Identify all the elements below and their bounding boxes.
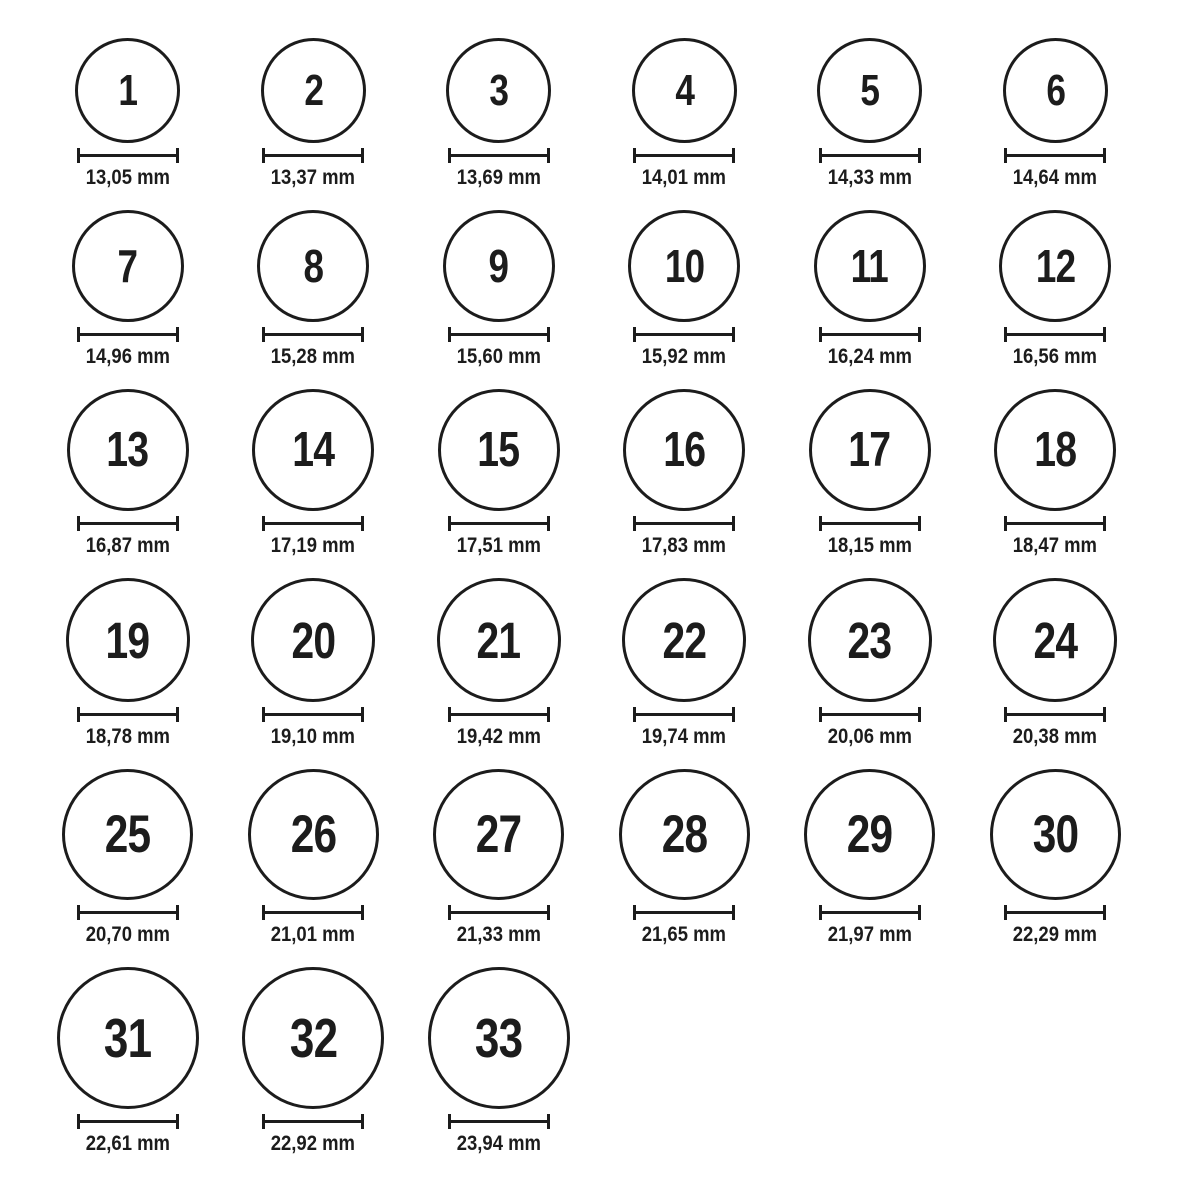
- diameter-measure-line: [633, 148, 735, 163]
- diameter-measure-line: [448, 516, 550, 531]
- diameter-label: 15,60 mm: [456, 345, 541, 368]
- ring-size-circle: [257, 210, 369, 322]
- measure-bar: [80, 713, 176, 716]
- diameter-measure-line: [77, 905, 179, 920]
- ring-size-number: 10: [664, 240, 704, 292]
- diameter-measure-line: [262, 1114, 364, 1129]
- diameter-measure-line: [819, 148, 921, 163]
- diameter-label: 15,92 mm: [642, 345, 727, 368]
- diameter-measure-line: [448, 148, 550, 163]
- ring-size-circle: [623, 389, 745, 511]
- ring-size-circle: [1003, 38, 1108, 143]
- diameter-measure-line: [819, 905, 921, 920]
- diameter-measure-line: [819, 707, 921, 722]
- diameter-measure-line: [1004, 707, 1106, 722]
- ring-size-number: 30: [1032, 805, 1079, 864]
- ring-size-number: 26: [290, 805, 337, 864]
- measure-right-tick: [547, 707, 550, 722]
- ring-size-circle: [57, 967, 199, 1109]
- size-cell: [963, 210, 1149, 369]
- measure-bar: [636, 522, 732, 525]
- diameter-label: 18,78 mm: [85, 725, 170, 748]
- measure-right-tick: [1103, 327, 1106, 342]
- ring-size-number: 22: [662, 611, 707, 669]
- ring-size-number: 18: [1034, 422, 1077, 477]
- ring-size-number: 9: [488, 240, 509, 292]
- measure-right-tick: [176, 707, 179, 722]
- measure-bar: [265, 154, 361, 157]
- diameter-measure-line: [448, 707, 550, 722]
- diameter-label: 20,70 mm: [85, 923, 170, 946]
- ring-size-circle: [443, 210, 555, 322]
- measure-bar: [451, 713, 547, 716]
- measure-bar: [636, 154, 732, 157]
- measure-right-tick: [918, 516, 921, 531]
- size-cell: [963, 578, 1149, 749]
- size-cell: [35, 769, 221, 947]
- size-cell: [963, 38, 1149, 190]
- ring-size-number: 12: [1035, 240, 1075, 292]
- measure-bar: [1007, 713, 1103, 716]
- size-row: [35, 38, 1200, 190]
- size-cell: [963, 769, 1149, 947]
- ring-size-number: 24: [1033, 611, 1078, 669]
- measure-bar: [80, 333, 176, 336]
- measure-right-tick: [732, 148, 735, 163]
- ring-size-circle: [804, 769, 935, 900]
- ring-size-number: 25: [104, 805, 151, 864]
- measure-bar: [1007, 333, 1103, 336]
- measure-right-tick: [1103, 148, 1106, 163]
- diameter-label: 20,38 mm: [1013, 725, 1098, 748]
- measure-bar: [822, 911, 918, 914]
- measure-bar: [80, 911, 176, 914]
- diameter-label: 13,37 mm: [271, 166, 356, 189]
- ring-size-number: 28: [661, 805, 708, 864]
- diameter-measure-line: [448, 905, 550, 920]
- measure-bar: [822, 154, 918, 157]
- measure-right-tick: [176, 1114, 179, 1129]
- diameter-label: 16,87 mm: [85, 534, 170, 557]
- size-row: [35, 578, 1200, 749]
- measure-bar: [1007, 911, 1103, 914]
- measure-bar: [1007, 522, 1103, 525]
- measure-right-tick: [918, 905, 921, 920]
- measure-right-tick: [732, 707, 735, 722]
- size-cell: [221, 38, 407, 190]
- measure-right-tick: [176, 148, 179, 163]
- ring-size-circle: [994, 389, 1116, 511]
- diameter-label: 19,74 mm: [642, 725, 727, 748]
- measure-right-tick: [732, 516, 735, 531]
- measure-right-tick: [361, 905, 364, 920]
- ring-size-number: 2: [303, 65, 323, 115]
- diameter-measure-line: [633, 516, 735, 531]
- ring-size-number: 32: [289, 1006, 337, 1069]
- diameter-label: 16,56 mm: [1013, 345, 1098, 368]
- measure-bar: [265, 911, 361, 914]
- measure-bar: [1007, 154, 1103, 157]
- ring-size-number: 16: [663, 422, 706, 477]
- size-cell: [35, 578, 221, 749]
- diameter-measure-line: [77, 1114, 179, 1129]
- measure-bar: [822, 522, 918, 525]
- measure-right-tick: [176, 327, 179, 342]
- measure-right-tick: [918, 148, 921, 163]
- ring-size-circle: [817, 38, 922, 143]
- diameter-label: 13,69 mm: [456, 166, 541, 189]
- ring-size-number: 1: [118, 65, 138, 115]
- measure-right-tick: [547, 516, 550, 531]
- ring-size-number: 20: [291, 611, 336, 669]
- measure-right-tick: [547, 148, 550, 163]
- ring-size-number: 29: [846, 805, 893, 864]
- diameter-label: 15,28 mm: [271, 345, 356, 368]
- measure-bar: [265, 713, 361, 716]
- measure-right-tick: [1103, 905, 1106, 920]
- measure-right-tick: [176, 516, 179, 531]
- measure-right-tick: [361, 1114, 364, 1129]
- size-cell: [406, 210, 592, 369]
- ring-size-circle: [75, 38, 180, 143]
- size-cell: [35, 210, 221, 369]
- size-cell: [406, 38, 592, 190]
- diameter-measure-line: [262, 905, 364, 920]
- ring-size-circle: [437, 578, 561, 702]
- ring-size-number: 17: [848, 422, 891, 477]
- diameter-label: 21,33 mm: [456, 923, 541, 946]
- ring-size-circle: [261, 38, 366, 143]
- size-cell: [592, 578, 778, 749]
- diameter-label: 23,94 mm: [456, 1132, 541, 1155]
- size-cell: [221, 389, 407, 558]
- ring-size-circle: [619, 769, 750, 900]
- diameter-label: 22,61 mm: [85, 1132, 170, 1155]
- measure-right-tick: [361, 327, 364, 342]
- diameter-label: 19,42 mm: [456, 725, 541, 748]
- measure-bar: [451, 522, 547, 525]
- measure-bar: [636, 333, 732, 336]
- ring-size-number: 19: [105, 611, 150, 669]
- diameter-label: 22,92 mm: [271, 1132, 356, 1155]
- size-cell: [777, 210, 963, 369]
- ring-size-circle: [628, 210, 740, 322]
- diameter-measure-line: [448, 327, 550, 342]
- size-cell: [406, 967, 592, 1156]
- measure-bar: [822, 333, 918, 336]
- ring-size-circle: [66, 578, 190, 702]
- ring-size-circle: [62, 769, 193, 900]
- ring-size-number: 4: [674, 65, 694, 115]
- size-cell: [35, 967, 221, 1156]
- diameter-label: 14,33 mm: [827, 166, 912, 189]
- diameter-measure-line: [262, 327, 364, 342]
- measure-bar: [265, 333, 361, 336]
- measure-right-tick: [1103, 707, 1106, 722]
- diameter-label: 17,83 mm: [642, 534, 727, 557]
- size-cell: [221, 578, 407, 749]
- diameter-label: 17,19 mm: [271, 534, 356, 557]
- ring-size-number: 15: [477, 422, 520, 477]
- measure-bar: [636, 911, 732, 914]
- measure-right-tick: [1103, 516, 1106, 531]
- ring-size-number: 8: [303, 240, 324, 292]
- measure-bar: [822, 713, 918, 716]
- diameter-measure-line: [77, 148, 179, 163]
- diameter-label: 22,29 mm: [1013, 923, 1098, 946]
- ring-size-circle: [814, 210, 926, 322]
- diameter-measure-line: [1004, 905, 1106, 920]
- diameter-label: 14,96 mm: [85, 345, 170, 368]
- diameter-label: 21,01 mm: [271, 923, 356, 946]
- diameter-label: 19,10 mm: [271, 725, 356, 748]
- size-cell: [777, 578, 963, 749]
- diameter-measure-line: [77, 327, 179, 342]
- measure-bar: [451, 333, 547, 336]
- diameter-measure-line: [633, 707, 735, 722]
- ring-size-circle: [251, 578, 375, 702]
- diameter-measure-line: [633, 905, 735, 920]
- ring-size-circle: [999, 210, 1111, 322]
- measure-right-tick: [176, 905, 179, 920]
- measure-bar: [451, 154, 547, 157]
- ring-size-circle: [990, 769, 1121, 900]
- measure-right-tick: [918, 707, 921, 722]
- measure-bar: [80, 1120, 176, 1123]
- diameter-measure-line: [819, 516, 921, 531]
- measure-right-tick: [918, 327, 921, 342]
- measure-bar: [265, 522, 361, 525]
- diameter-measure-line: [262, 148, 364, 163]
- size-row: [35, 967, 1200, 1156]
- ring-size-circle: [809, 389, 931, 511]
- ring-size-number: 13: [106, 422, 149, 477]
- size-cell: [221, 967, 407, 1156]
- ring-size-circle: [993, 578, 1117, 702]
- measure-right-tick: [547, 327, 550, 342]
- ring-size-number: 33: [475, 1006, 523, 1069]
- diameter-label: 21,97 mm: [827, 923, 912, 946]
- ring-size-circle: [438, 389, 560, 511]
- diameter-label: 18,15 mm: [827, 534, 912, 557]
- size-cell: [406, 769, 592, 947]
- diameter-measure-line: [77, 707, 179, 722]
- diameter-label: 14,01 mm: [642, 166, 727, 189]
- diameter-measure-line: [448, 1114, 550, 1129]
- measure-right-tick: [361, 516, 364, 531]
- diameter-label: 16,24 mm: [827, 345, 912, 368]
- size-cell: [35, 38, 221, 190]
- ring-size-circle: [808, 578, 932, 702]
- measure-right-tick: [547, 1114, 550, 1129]
- ring-size-number: 5: [860, 65, 880, 115]
- diameter-measure-line: [262, 707, 364, 722]
- ring-size-circle: [622, 578, 746, 702]
- diameter-label: 13,05 mm: [85, 166, 170, 189]
- ring-size-circle: [242, 967, 384, 1109]
- size-cell: [777, 769, 963, 947]
- size-cell: [406, 578, 592, 749]
- diameter-measure-line: [77, 516, 179, 531]
- ring-size-number: 23: [847, 611, 892, 669]
- size-row: [35, 769, 1200, 947]
- diameter-measure-line: [1004, 516, 1106, 531]
- diameter-label: 18,47 mm: [1013, 534, 1098, 557]
- size-cell: [592, 389, 778, 558]
- measure-right-tick: [361, 707, 364, 722]
- size-row: [35, 389, 1200, 558]
- ring-size-number: 3: [489, 65, 509, 115]
- diameter-label: 21,65 mm: [642, 923, 727, 946]
- size-cell: [592, 210, 778, 369]
- size-cell: [35, 389, 221, 558]
- size-cell: [777, 389, 963, 558]
- ring-size-circle: [248, 769, 379, 900]
- size-cell: [406, 389, 592, 558]
- ring-size-circle: [632, 38, 737, 143]
- size-cell: [592, 38, 778, 190]
- measure-bar: [80, 154, 176, 157]
- diameter-measure-line: [262, 516, 364, 531]
- measure-right-tick: [547, 905, 550, 920]
- size-row: [35, 210, 1200, 369]
- diameter-measure-line: [819, 327, 921, 342]
- size-cell: [592, 769, 778, 947]
- ring-size-circle: [446, 38, 551, 143]
- diameter-measure-line: [1004, 148, 1106, 163]
- size-cell: [963, 389, 1149, 558]
- ring-size-circle: [67, 389, 189, 511]
- measure-bar: [265, 1120, 361, 1123]
- ring-size-circle: [252, 389, 374, 511]
- measure-bar: [636, 713, 732, 716]
- ring-size-number: 7: [117, 240, 138, 292]
- diameter-label: 17,51 mm: [456, 534, 541, 557]
- size-cell: [777, 38, 963, 190]
- diameter-measure-line: [1004, 327, 1106, 342]
- ring-size-number: 11: [851, 240, 889, 292]
- ring-size-circle: [433, 769, 564, 900]
- diameter-label: 14,64 mm: [1013, 166, 1098, 189]
- ring-size-number: 14: [292, 422, 335, 477]
- ring-size-circle: [72, 210, 184, 322]
- measure-bar: [80, 522, 176, 525]
- measure-right-tick: [732, 327, 735, 342]
- ring-size-number: 6: [1045, 65, 1065, 115]
- size-cell: [221, 210, 407, 369]
- ring-size-number: 31: [104, 1006, 152, 1069]
- measure-bar: [451, 911, 547, 914]
- ring-size-number: 21: [476, 611, 521, 669]
- measure-right-tick: [732, 905, 735, 920]
- measure-bar: [451, 1120, 547, 1123]
- diameter-label: 20,06 mm: [827, 725, 912, 748]
- size-cell: [221, 769, 407, 947]
- ring-size-number: 27: [475, 805, 522, 864]
- ring-size-circle: [428, 967, 570, 1109]
- diameter-measure-line: [633, 327, 735, 342]
- measure-right-tick: [361, 148, 364, 163]
